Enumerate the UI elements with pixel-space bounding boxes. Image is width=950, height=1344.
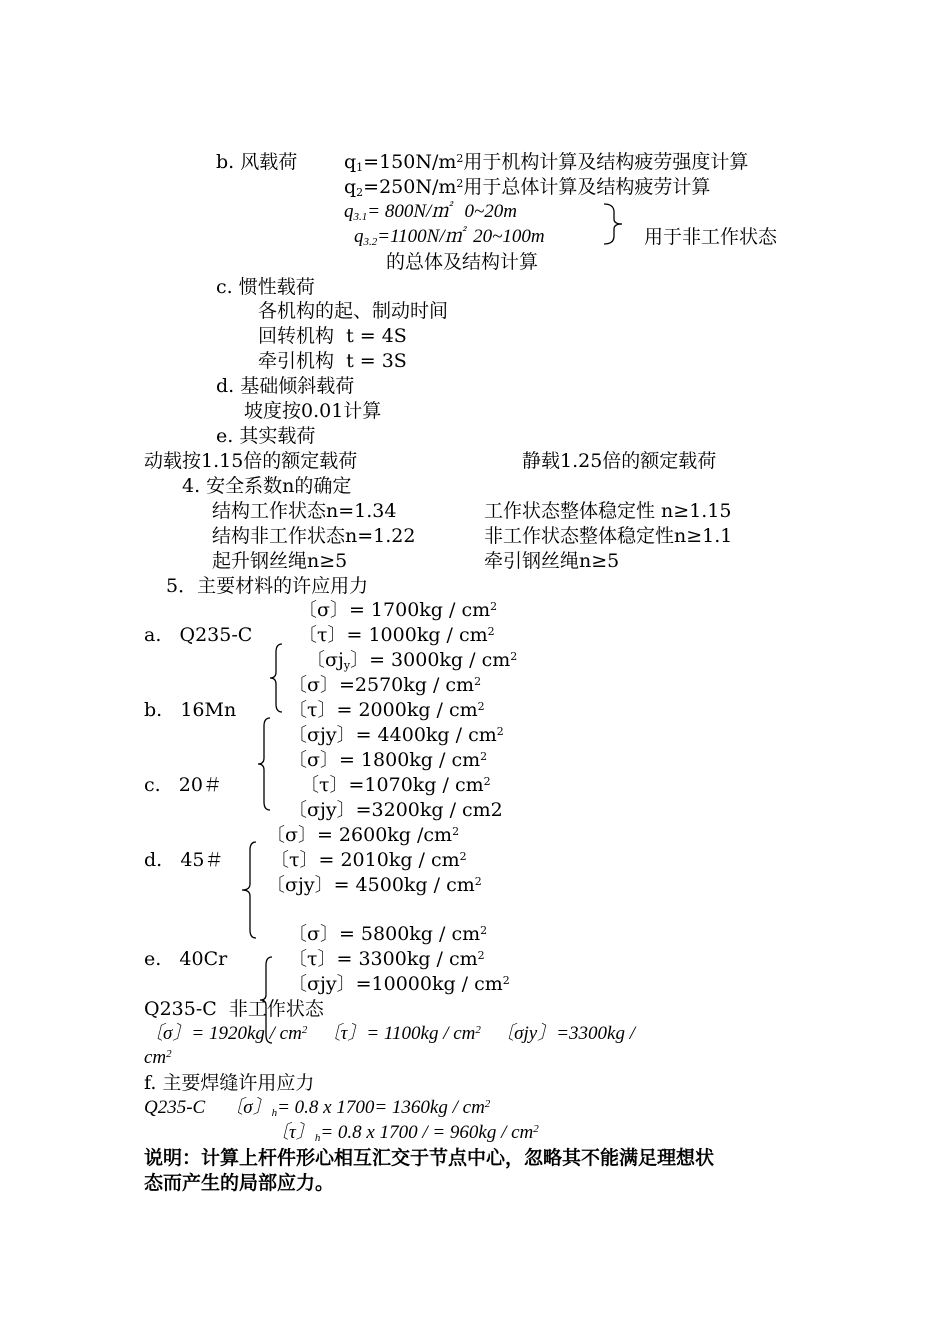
left-brace-icon: [240, 840, 260, 940]
foundation-label: d. 基础倾斜载荷: [216, 375, 355, 397]
right-brace-icon: [600, 202, 630, 246]
weld-title: f. 主要焊缝许用应力: [144, 1072, 315, 1094]
wind-overall-text: 的总体及结构计算: [386, 251, 539, 273]
left-brace-icon: [256, 716, 276, 812]
nonwork-title: Q235-C 非工作状态: [144, 998, 324, 1020]
safety-r3-left: 起升钢丝绳n≥5: [212, 550, 348, 572]
safety-r2-right: 非工作状态整体稳定性n≥1.1: [484, 525, 733, 547]
45-tau: 〔τ〕= $2010kg / cm^2$: [270, 849, 467, 871]
40cr-label: e. 40Cr: [144, 948, 228, 970]
inertia-line3: 牵引机构 t = 3S: [258, 350, 407, 372]
16mn-tau: 〔τ〕= $2000kg / cm^2$: [288, 699, 485, 721]
20-sigma: 〔σ〕= $1800kg / cm^2$: [288, 749, 488, 771]
wind-load-label: b. 风载荷: [216, 151, 298, 173]
nonwork-values-cont: $cm^2$: [144, 1047, 172, 1068]
note-line2: 态而产生的局部应力。: [144, 1172, 335, 1194]
safety-r2-left: 结构非工作状态n=1.22: [212, 525, 416, 547]
20-sigma-jy: 〔σjy〕=3200kg / cm2: [288, 799, 503, 821]
safety-r1-left: 结构工作状态n=1.34: [212, 500, 397, 522]
inertia-label: c. 惯性载荷: [216, 276, 315, 298]
wind-q2-line: $q_2=250N/m^2$用于总体计算及结构疲劳计算: [344, 176, 711, 199]
q235-label: a. Q235-C: [144, 624, 253, 646]
20-tau: 〔τ〕$=1070kg / cm^2$: [300, 774, 491, 796]
40cr-sigma-jy: 〔σjy〕$=10000kg / cm^2$: [288, 973, 510, 995]
40cr-tau: 〔τ〕= $3300kg / cm^2$: [288, 948, 485, 970]
inertia-line2: 回转机构 t = 4S: [258, 325, 407, 347]
dynamic-load-text: 动载按1.15倍的额定载荷: [144, 450, 358, 472]
16mn-sigma-jy: 〔σjy〕= $4400kg / cm^2$: [288, 724, 504, 746]
wind-q1-line: $q_1=150N/m^2$用于机构计算及结构疲劳强度计算: [344, 151, 749, 174]
safety-title: 4. 安全系数n的确定: [182, 475, 352, 497]
wind-q32-line: $q_{3.2}=1100N/㎡$ 20~100m: [354, 226, 545, 248]
materials-title: 5．主要材料的许应用力: [166, 575, 369, 597]
weld-line2: 〔τ〕$_h$= 0.8 x 1700 / = $960kg / cm^2$: [270, 1122, 539, 1144]
foundation-line1: 坡度按0.01计算: [244, 400, 382, 422]
weld-line1: Q235-C 〔σ〕$_h$= 0.8 x $1700= 1360kg / cm^2$: [144, 1097, 491, 1119]
45-label: d. 45＃: [144, 849, 224, 871]
16mn-label: b. 16Mn: [144, 699, 237, 721]
static-load-text: 静载1.25倍的额定载荷: [522, 450, 717, 472]
45-sigma: 〔σ〕= 2600kg $/cm^2$: [266, 824, 460, 846]
40cr-sigma: 〔σ〕= $5800kg / cm^2$: [288, 923, 488, 945]
inertia-line1: 各机构的起、制动时间: [258, 300, 449, 322]
note-line1: 说明：计算上杆件形心相互汇交于节点中心，忽略其不能满足理想状: [144, 1147, 715, 1169]
wind-nonwork-text: 用于非工作状态: [644, 226, 778, 248]
q235-sigma-jy: 〔$\sigma j_y$〕= $3000kg / cm^2$: [306, 649, 518, 672]
20-label: c. 20＃: [144, 774, 222, 796]
nonwork-values: 〔σ〕= $1920kg / cm^2$ 〔τ〕= $1100kg / cm^2$ 〔σjy〕=3300kg /: [144, 1023, 636, 1044]
wind-q31-line: $q_{3.1}=$ 800N/㎡ 0~20m: [344, 201, 518, 223]
left-brace-icon: [268, 642, 288, 714]
safety-r3-right: 牵引钢丝绳n≥5: [484, 550, 620, 572]
q235-sigma: 〔σ〕= $1700kg / cm^2$: [298, 599, 498, 621]
safety-r1-right: 工作状态整体稳定性 n≥1.15: [484, 500, 732, 522]
q235-tau: 〔τ〕= $1000kg / cm^2$: [298, 624, 495, 646]
16mn-sigma: 〔σ〕$=2570kg / cm^2$: [288, 674, 482, 696]
other-load-label: e. 其实载荷: [216, 425, 316, 447]
45-sigma-jy: 〔σjy〕= $4500kg / cm^2$: [266, 874, 482, 896]
